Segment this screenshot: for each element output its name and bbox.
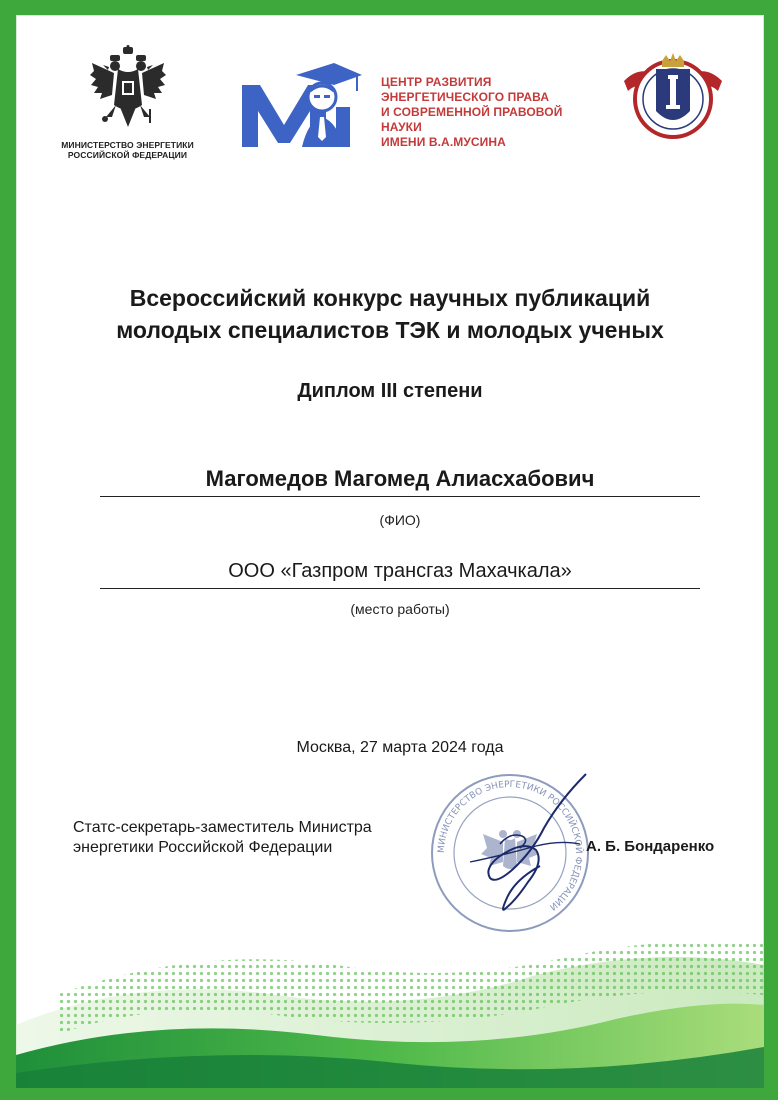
frame-left-border bbox=[0, 0, 16, 1100]
organization-underline bbox=[100, 588, 700, 589]
center-title-line4: ИМЕНИ В.А.МУСИНА bbox=[381, 135, 506, 149]
name-underline bbox=[100, 496, 700, 497]
organization-caption: (место работы) bbox=[350, 601, 450, 617]
double-headed-eagle-icon bbox=[88, 45, 168, 137]
recipient-organization: ООО «Газпром трансгаз Махачкала» bbox=[228, 560, 572, 582]
place-and-date: Москва, 27 марта 2024 года bbox=[296, 739, 504, 756]
monogram-mi-icon bbox=[238, 55, 378, 155]
contest-title bbox=[40, 282, 740, 346]
signer-position-line2: энергетики Российской Федерации bbox=[73, 839, 333, 856]
lawyers-association-emblem-icon bbox=[618, 47, 728, 147]
center-logo bbox=[238, 55, 598, 155]
inner-frame-edge bbox=[16, 15, 764, 1088]
green-wave-decoration bbox=[16, 935, 764, 1088]
frame-right-border bbox=[764, 0, 778, 1100]
diploma-degree: Диплом III степени bbox=[297, 380, 483, 402]
center-title-line3: И СОВРЕМЕННОЙ ПРАВОВОЙ НАУКИ bbox=[381, 105, 563, 134]
center-title-line2: ЭНЕРГЕТИЧЕСКОГО ПРАВА bbox=[381, 90, 550, 104]
recipient-name: Магомедов Магомед Алиасхабович bbox=[205, 466, 595, 491]
signer-position-line1: Статс-секретарь-заместитель Министра bbox=[73, 819, 372, 836]
stamp-outer-text: МИНИСТЕРСТВО ЭНЕРГЕТИКИ РОССИЙСКОЙ ФЕДЕРАЦИИ bbox=[436, 779, 584, 912]
signer-position bbox=[73, 818, 473, 858]
ministry-caption-line1: МИНИСТЕРСТВО ЭНЕРГЕТИКИ bbox=[61, 140, 194, 150]
center-title-line1: ЦЕНТР РАЗВИТИЯ bbox=[381, 75, 492, 89]
signer-name: А. Б. Бондаренко bbox=[586, 838, 715, 855]
frame-top-border bbox=[0, 0, 778, 15]
ministry-logo bbox=[60, 45, 195, 160]
name-caption: (ФИО) bbox=[379, 512, 421, 528]
ministry-caption-line2: РОССИЙСКОЙ ФЕДЕРАЦИИ bbox=[67, 150, 188, 160]
contest-title-line2: молодых специалистов ТЭК и молодых ученых bbox=[116, 317, 664, 343]
frame-bottom-border bbox=[0, 1088, 778, 1100]
contest-title-line1: Всероссийский конкурс научных публикаций bbox=[129, 285, 651, 311]
